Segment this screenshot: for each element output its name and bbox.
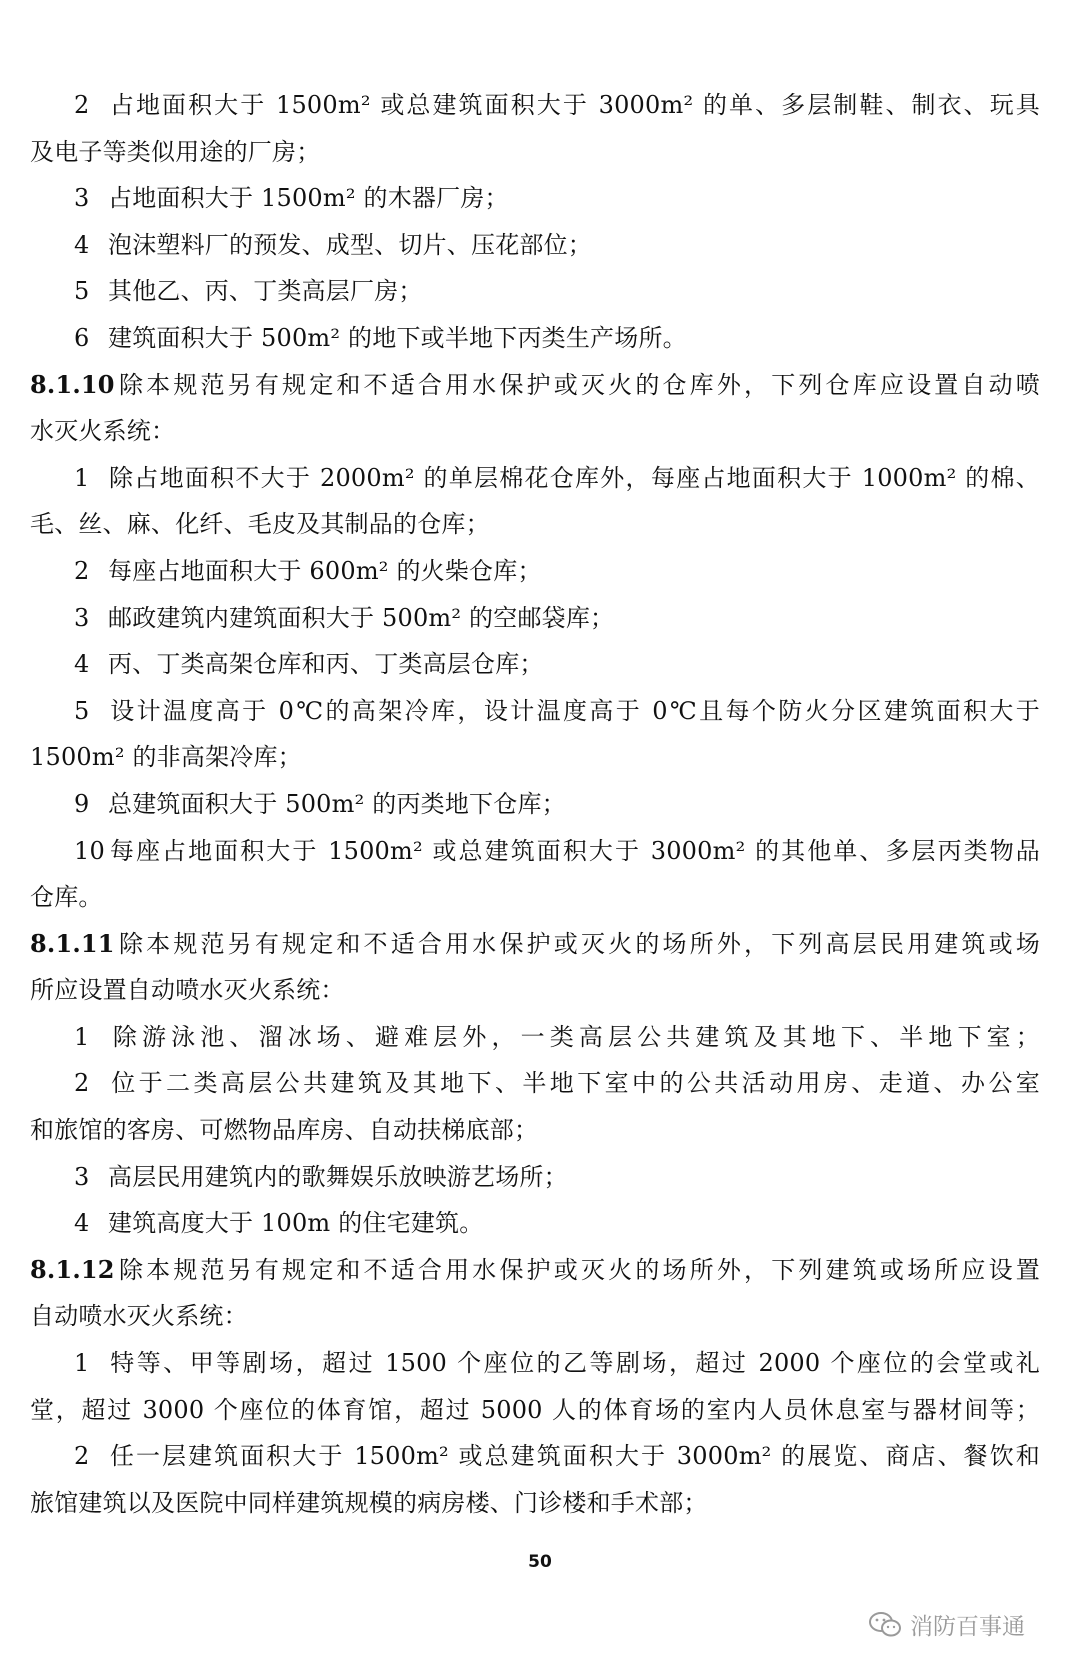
- item-number: 4: [74, 1209, 90, 1238]
- text-line: [30, 641, 1040, 688]
- text-line: [30, 268, 1040, 315]
- text-line: [30, 501, 1040, 548]
- line-text: 设计温度高于 0℃的高架冷库，设计温度高于 0℃且每个防火分区建筑面积大于: [108, 696, 1040, 725]
- item-number: 2: [74, 1069, 90, 1098]
- text-line: [30, 1060, 1040, 1107]
- line-text: 1500m² 的非高架冷库；: [30, 743, 302, 772]
- page-number: 50: [528, 1552, 552, 1572]
- line-text: 位于二类高层公共建筑及其地下、半地下室中的公共活动用房、走道、办公室: [108, 1069, 1040, 1098]
- text-line: [30, 781, 1040, 828]
- text-line: [30, 82, 1040, 129]
- text-line: [30, 455, 1040, 502]
- clause-number: 8.1.12: [30, 1254, 115, 1284]
- item-number: 5: [74, 696, 90, 725]
- text-line: [30, 548, 1040, 595]
- line-text: 占地面积大于 1500m² 或总建筑面积大于 3000m² 的单、多层制鞋、制衣、玩具: [108, 91, 1040, 119]
- line-text: 高层民用建筑内的歌舞娱乐放映游艺场所；: [108, 1162, 568, 1191]
- clause-number: 8.1.11: [30, 928, 115, 958]
- wechat-icon: [868, 1611, 902, 1639]
- line-text: 丙、丁类高架仓库和丙、丁类高层仓库；: [108, 650, 544, 679]
- item-number: 1: [74, 463, 90, 492]
- line-text: 泡沫塑料厂的预发、成型、切片、压花部位；: [108, 230, 592, 259]
- item-number: 3: [74, 184, 90, 213]
- line-text: 任一层建筑面积大于 1500m² 或总建筑面积大于 3000m² 的展览、商店、餐饮和: [108, 1442, 1040, 1471]
- text-line: [30, 1014, 1040, 1061]
- line-text: 总建筑面积大于 500m² 的丙类地下仓库；: [108, 789, 566, 818]
- item-number: 2: [74, 1442, 90, 1471]
- clause-number: 8.1.10: [30, 369, 115, 399]
- text-line: [30, 828, 1040, 875]
- line-text: 毛、丝、麻、化纤、毛皮及其制品的仓库；: [30, 510, 490, 539]
- text-line: [30, 175, 1040, 222]
- text-line: [30, 734, 1040, 781]
- line-text: 邮政建筑内建筑面积大于 500m² 的空邮袋库；: [108, 603, 615, 632]
- line-text: 旅馆建筑以及医院中同样建筑规模的病房楼、门诊楼和手术部；: [30, 1488, 708, 1517]
- line-text: 特等、甲等剧场，超过 1500 个座位的乙等剧场，超过 2000 个座位的会堂或礼: [108, 1349, 1040, 1378]
- line-text: 除本规范另有规定和不适合用水保护或灭火的场所外，下列高层民用建筑或场: [116, 929, 1040, 958]
- item-number: 2: [74, 556, 90, 585]
- text-line: [30, 1387, 1040, 1434]
- line-text: 其他乙、丙、丁类高层厂房；: [108, 277, 423, 306]
- line-text: 除游泳池、溜冰场、避难层外，一类高层公共建筑及其地下、半地下室；: [108, 1022, 1040, 1051]
- item-number: 1: [74, 1022, 90, 1051]
- line-text: 自动喷水灭火系统：: [30, 1302, 248, 1331]
- line-text: 除占地面积不大于 2000m² 的单层棉花仓库外，每座占地面积大于 1000m² 的棉、: [108, 463, 1040, 492]
- text-line: [30, 921, 1040, 968]
- line-text: 除本规范另有规定和不适合用水保护或灭火的仓库外，下列仓库应设置自动喷: [116, 370, 1040, 399]
- line-text: 所应设置自动喷水灭火系统：: [30, 976, 345, 1005]
- line-text: 水灭火系统：: [30, 417, 176, 446]
- item-number: 2: [74, 91, 90, 119]
- text-line: [30, 967, 1040, 1014]
- text-line: [30, 222, 1040, 269]
- watermark: [868, 1608, 1025, 1641]
- item-number: 9: [74, 789, 90, 818]
- line-text: 堂，超过 3000 个座位的体育馆，超过 5000 人的体育场的室内人员休息室与器材间等；: [30, 1395, 1040, 1424]
- line-text: 建筑高度大于 100m 的住宅建筑。: [108, 1209, 484, 1238]
- line-text: 每座占地面积大于 1500m² 或总建筑面积大于 3000m² 的其他单、多层丙类物品: [108, 836, 1040, 865]
- item-number: 3: [74, 1162, 90, 1191]
- text-line: [30, 315, 1040, 362]
- text-line: [30, 1433, 1040, 1480]
- text-line: [30, 688, 1040, 735]
- watermark-text: 消防百事通: [910, 1614, 1025, 1640]
- text-line: [30, 1107, 1040, 1154]
- document-body: [30, 82, 1040, 1526]
- text-line: [30, 408, 1040, 455]
- line-text: 每座占地面积大于 600m² 的火柴仓库；: [108, 556, 542, 585]
- line-text: 及电子等类似用途的厂房；: [30, 137, 321, 166]
- text-line: [30, 129, 1040, 176]
- text-line: [30, 1200, 1040, 1247]
- item-number: 6: [74, 323, 90, 352]
- text-line: [30, 1154, 1040, 1201]
- item-number: 10: [74, 836, 105, 865]
- text-line: [30, 1480, 1040, 1527]
- line-text: 占地面积大于 1500m² 的木器厂房；: [108, 184, 509, 213]
- line-text: 建筑面积大于 500m² 的地下或半地下丙类生产场所。: [108, 323, 687, 352]
- text-line: [30, 362, 1040, 409]
- line-text: 和旅馆的客房、可燃物品库房、自动扶梯底部；: [30, 1116, 539, 1145]
- line-text: 除本规范另有规定和不适合用水保护或灭火的场所外，下列建筑或场所应设置: [116, 1255, 1040, 1284]
- text-line: [30, 1293, 1040, 1340]
- text-line: [30, 1340, 1040, 1387]
- line-text: 仓库。: [30, 883, 103, 912]
- text-line: [30, 1247, 1040, 1294]
- text-line: [30, 595, 1040, 642]
- item-number: 4: [74, 650, 90, 679]
- item-number: 4: [74, 230, 90, 259]
- item-number: 3: [74, 603, 90, 632]
- item-number: 1: [74, 1349, 90, 1378]
- item-number: 5: [74, 277, 90, 306]
- text-line: [30, 874, 1040, 921]
